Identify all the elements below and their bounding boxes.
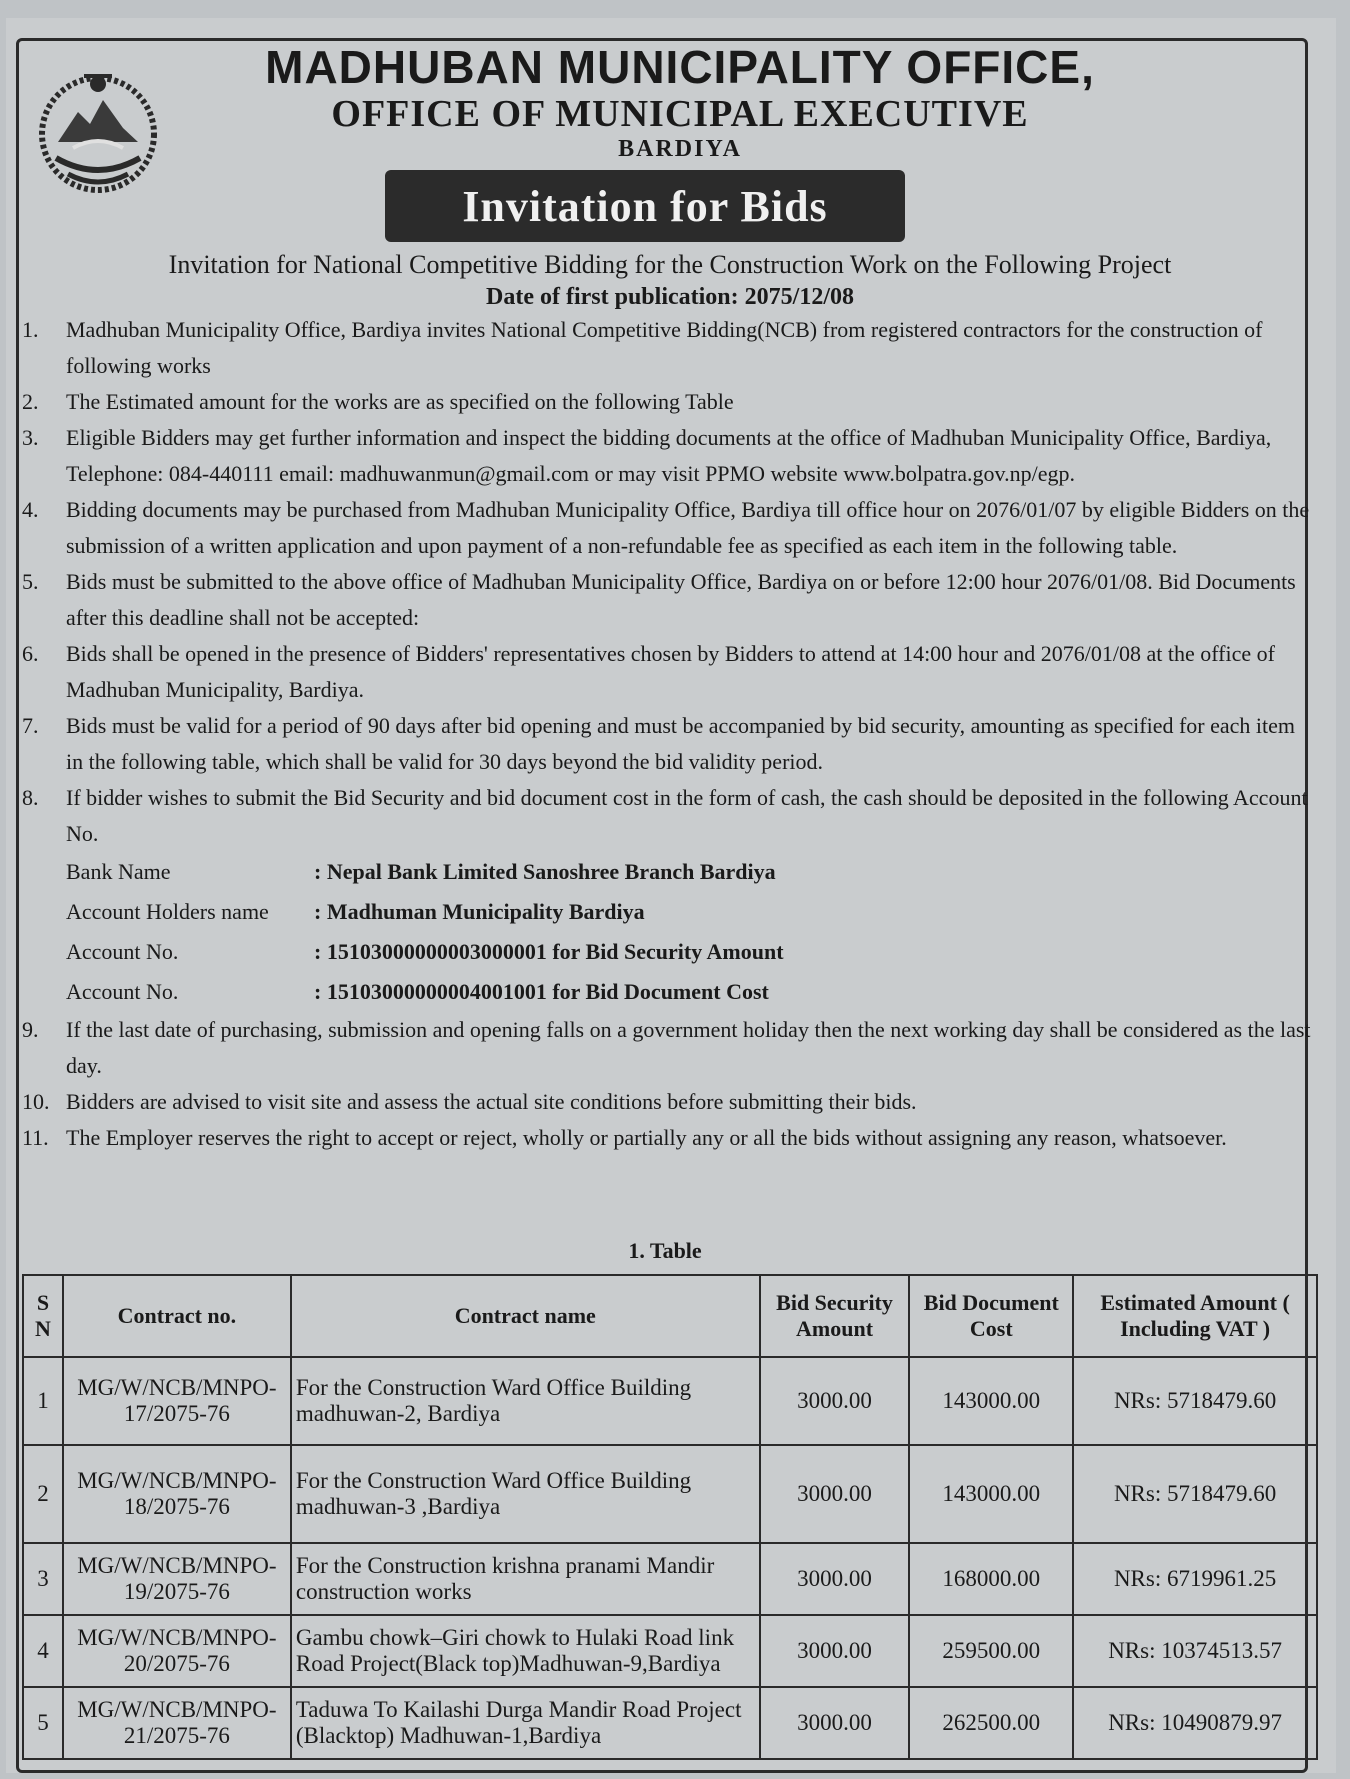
- table-row: [23, 1543, 1317, 1615]
- list-item: 9. If the last date of purchasing, submission and opening falls on a government holiday then the next working day shall be considered as the last day.: [22, 1017, 1311, 1078]
- district-title: BARDIYA: [618, 136, 742, 162]
- cell-contract-no: MG/W/NCB/MNPO-19/2075-76: [63, 1543, 291, 1615]
- table-caption: 1. Table: [628, 1238, 702, 1263]
- cell-doc-cost: 143000.00: [909, 1445, 1073, 1543]
- nepal-emblem-icon: [28, 62, 168, 202]
- notice-items: [22, 312, 1312, 1156]
- list-item: 10. Bidders are advised to visit site and assess the actual site conditions before submitting their bids.: [22, 1089, 917, 1114]
- cell-contract-no: MG/W/NCB/MNPO-21/2075-76: [63, 1687, 291, 1759]
- table-row: [23, 1357, 1317, 1445]
- table-row: [23, 1615, 1317, 1687]
- cell-contract-name: Gambu chowk–Giri chowk to Hulaki Road link Road Project(Black top)Madhuwan-9,Bardiya: [291, 1615, 760, 1687]
- account-holder-row: Account Holders name : Madhuman Municipality Bardiya: [66, 899, 645, 924]
- subtitle: Invitation for National Competitive Bidding for the Construction Work on the Following Project: [168, 250, 1172, 279]
- account-no-row: Account No. : 15103000000003000001 for Bid Security Amount: [66, 939, 784, 964]
- table-header-row: [23, 1275, 1317, 1357]
- list-item: 3. Eligible Bidders may get further information and inspect the bidding documents at the office of Madhuban Municipality Office, Bardiya, Telephone: 084-440111 email: madhuwanmun@gmail.com or may visit PPMO website www.bolpatra.gov.np/egp.: [22, 425, 1272, 486]
- cell-sn: 3: [23, 1543, 63, 1615]
- cell-bid-security: 3000.00: [760, 1543, 910, 1615]
- account-no-row: Account No. : 15103000000004001001 for Bid Document Cost: [66, 979, 769, 1004]
- cell-estimated: NRs: 10490879.97: [1073, 1687, 1317, 1759]
- list-item: 7. Bids must be valid for a period of 90 days after bid opening and must be accompanied by bid security, amounting as specified for each item in the following table, which shall be valid for 30 days beyond the bid validity period.: [22, 713, 1296, 774]
- banner-title: Invitation for Bids: [385, 170, 905, 242]
- office-title: OFFICE OF MUNICIPAL EXECUTIVE: [331, 93, 1029, 135]
- cell-contract-no: MG/W/NCB/MNPO-17/2075-76: [63, 1357, 291, 1445]
- cell-estimated: NRs: 6719961.25: [1073, 1543, 1317, 1615]
- bids-table: [22, 1274, 1318, 1760]
- cell-estimated: NRs: 5718479.60: [1073, 1445, 1317, 1543]
- col-header-doc-cost: Bid Document Cost: [909, 1275, 1073, 1357]
- publication-date: Date of first publication: 2075/12/08: [486, 284, 854, 310]
- cell-sn: 1: [23, 1357, 63, 1445]
- cell-bid-security: 3000.00: [760, 1357, 910, 1445]
- cell-contract-name: Taduwa To Kailashi Durga Mandir Road Project (Blacktop) Madhuwan-1,Bardiya: [291, 1687, 760, 1759]
- list-item: 5. Bids must be submitted to the above office of Madhuban Municipality Office, Bardiya on or before 12:00 hour 2076/01/08. Bid Documents after this deadline shall not be accepted:: [22, 569, 1296, 630]
- cell-estimated: NRs: 5718479.60: [1073, 1357, 1317, 1445]
- bank-name-row: Bank Name : Nepal Bank Limited Sanoshree Branch Bardiya: [66, 859, 776, 884]
- cell-bid-security: 3000.00: [760, 1615, 910, 1687]
- cell-bid-security: 3000.00: [760, 1445, 910, 1543]
- cell-contract-no: MG/W/NCB/MNPO-18/2075-76: [63, 1445, 291, 1543]
- cell-bid-security: 3000.00: [760, 1687, 910, 1759]
- cell-contract-name: For the Construction Ward Office Building madhuwan-3 ,Bardiya: [291, 1445, 760, 1543]
- cell-sn: 5: [23, 1687, 63, 1759]
- table-row: [23, 1687, 1317, 1759]
- cell-contract-name: For the Construction Ward Office Building madhuwan-2, Bardiya: [291, 1357, 760, 1445]
- cell-estimated: NRs: 10374513.57: [1073, 1615, 1317, 1687]
- cell-sn: 2: [23, 1445, 63, 1543]
- cell-sn: 4: [23, 1615, 63, 1687]
- municipality-title: MADHUBAN MUNICIPALITY OFFICE,: [265, 41, 1095, 93]
- cell-doc-cost: 259500.00: [909, 1615, 1073, 1687]
- list-item: 6. Bids shall be opened in the presence of Bidders' representatives chosen by Bidders to attend at 14:00 hour and 2076/01/08 at the office of Madhuban Municipality, Bardiya.: [22, 641, 1275, 702]
- col-header-contract-name: Contract name: [291, 1275, 760, 1357]
- col-header-contract-no: Contract no.: [63, 1275, 291, 1357]
- col-header-estimated: Estimated Amount ( Including VAT ): [1073, 1275, 1317, 1357]
- cell-doc-cost: 168000.00: [909, 1543, 1073, 1615]
- list-item: 8. If bidder wishes to submit the Bid Security and bid document cost in the form of cash, the cash should be deposited in the following Account No.: [22, 785, 1308, 846]
- cell-contract-no: MG/W/NCB/MNPO-20/2075-76: [63, 1615, 291, 1687]
- cell-doc-cost: 143000.00: [909, 1357, 1073, 1445]
- cell-doc-cost: 262500.00: [909, 1687, 1073, 1759]
- list-item: 2. The Estimated amount for the works are as specified on the following Table: [22, 389, 734, 414]
- list-item: 11. The Employer reserves the right to accept or reject, wholly or partially any or all the bids without assigning any reason, whatsoever.: [22, 1125, 1227, 1150]
- list-item: 4. Bidding documents may be purchased from Madhuban Municipality Office, Bardiya till office hour on 2076/01/07 by eligible Bidders on the submission of a written application and upon payment of a non-refundable fee as specified as each item in the following table.: [22, 497, 1310, 558]
- col-header-bid-security: Bid Security Amount: [760, 1275, 910, 1357]
- list-item: 1. Madhuban Municipality Office, Bardiya invites National Competitive Bidding(NCB) from registered contractors for the construction of following works: [22, 317, 1263, 378]
- table-row: [23, 1445, 1317, 1543]
- col-header-sn: S N: [23, 1275, 63, 1357]
- cell-contract-name: For the Construction krishna pranami Mandir construction works: [291, 1543, 760, 1615]
